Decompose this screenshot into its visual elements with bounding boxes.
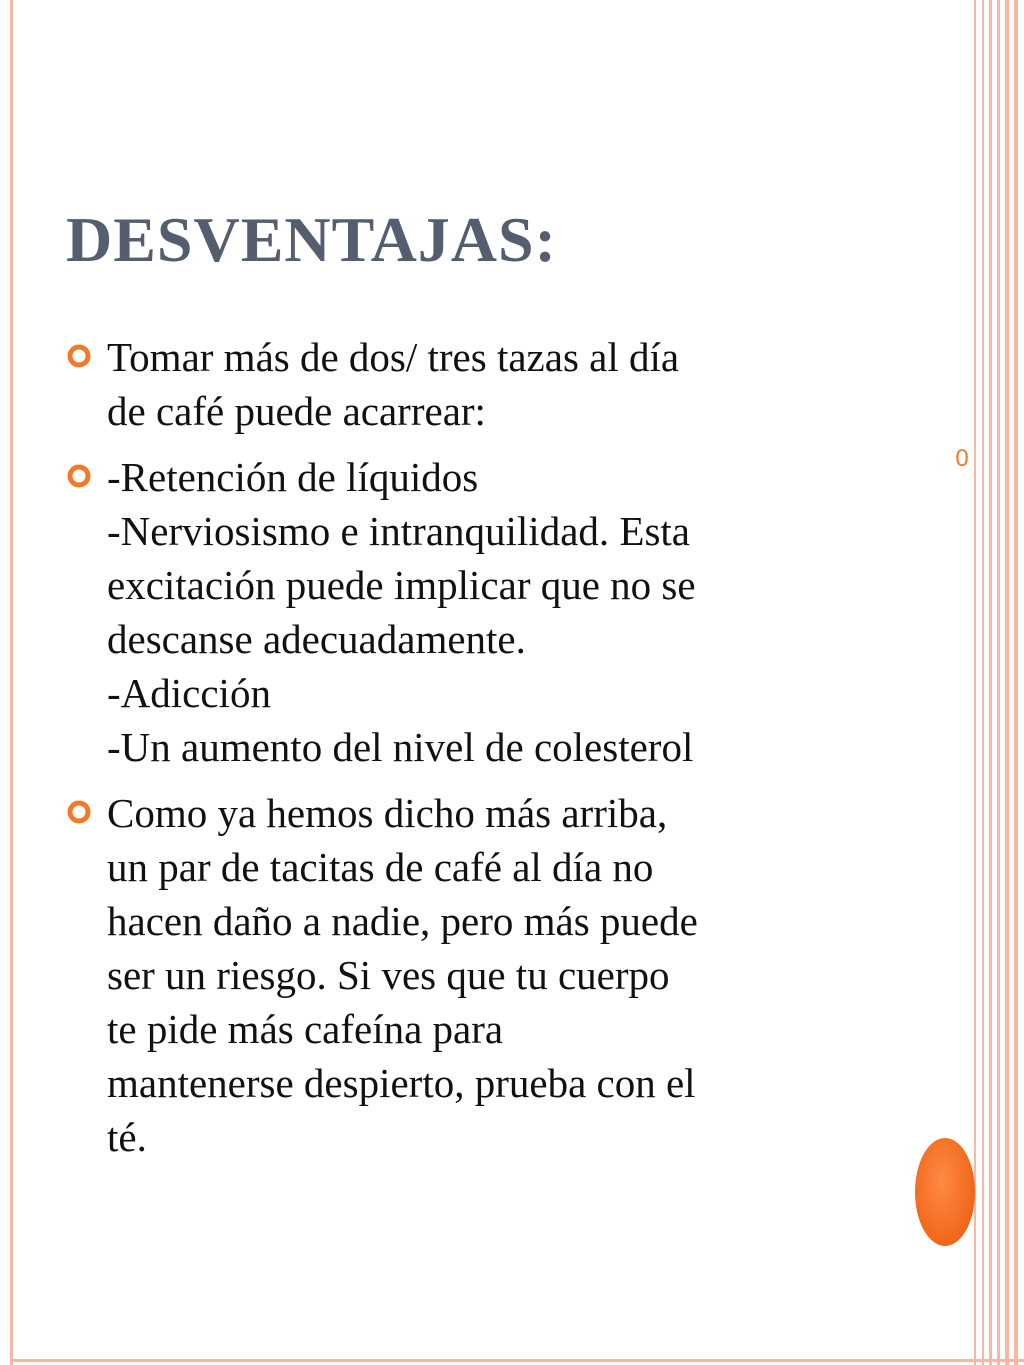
frame-line-bottom bbox=[11, 1359, 1024, 1362]
bullet-text-line: -Nerviosismo e intranquilidad. Esta bbox=[107, 508, 690, 554]
frame-line-right-b bbox=[989, 0, 992, 1365]
bullet-text-line: excitación puede implicar que no se bbox=[107, 562, 696, 608]
bullet-text-line: Como ya hemos dicho más arriba, bbox=[107, 790, 668, 836]
orange-ring-bullet-icon bbox=[66, 799, 92, 825]
page-number: 0 bbox=[955, 445, 969, 472]
orange-ellipse-decoration bbox=[915, 1138, 975, 1246]
bullet-text-line: mantenerse despierto, prueba con el bbox=[107, 1060, 696, 1106]
bullet-text-line: descanse adecuadamente. bbox=[107, 616, 526, 662]
frame-line-right-e bbox=[1014, 0, 1018, 1365]
bullet-text-line: ser un riesgo. Si ves que tu cuerpo bbox=[107, 952, 670, 998]
bullet-text-line: un par de tacitas de café al día no bbox=[107, 844, 654, 890]
bullet-list bbox=[66, 330, 886, 1176]
orange-ring-bullet-icon bbox=[66, 463, 92, 489]
bullet-item bbox=[66, 330, 886, 438]
slide-title: DESVENTAJAS: bbox=[66, 204, 557, 275]
frame-line-right-c bbox=[997, 0, 1000, 1365]
orange-ring-bullet-icon bbox=[66, 343, 92, 369]
frame-line-left bbox=[10, 0, 13, 1365]
bullet-text-line: de café puede acarrear: bbox=[107, 388, 486, 434]
bullet-text-line: te pide más cafeína para bbox=[107, 1006, 504, 1052]
bullet-item bbox=[66, 786, 886, 1164]
bullet-text-line: Tomar más de dos/ tres tazas al día bbox=[107, 334, 680, 380]
bullet-text-line: -Adicción bbox=[107, 670, 271, 716]
bullet-text-line: hacen daño a nadie, pero más puede bbox=[107, 898, 698, 944]
frame-line-right-inner bbox=[974, 0, 976, 1365]
bullet-text-line: té. bbox=[107, 1114, 147, 1160]
frame-line-right-a bbox=[982, 0, 984, 1365]
frame-line-right-d bbox=[1005, 0, 1009, 1365]
bullet-item bbox=[66, 450, 886, 774]
bullet-text-line: -Retención de líquidos bbox=[107, 454, 479, 500]
bullet-text-line: -Un aumento del nivel de colesterol bbox=[107, 724, 694, 770]
